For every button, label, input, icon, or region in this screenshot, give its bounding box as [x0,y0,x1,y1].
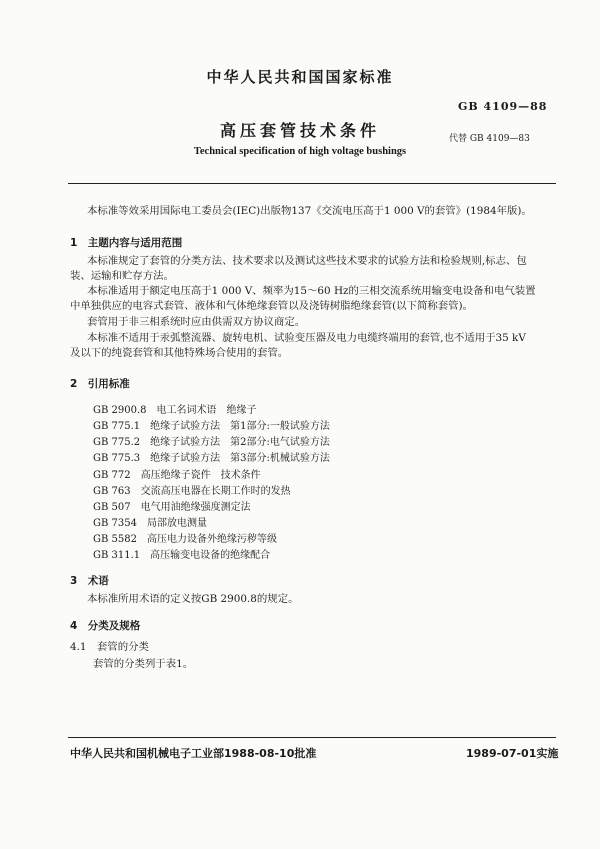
section-3-heading: 3 术语 [70,575,109,587]
approval-note: 中华人民共和国机械电子工业部1988-08-10批准 [70,747,317,760]
section-4-heading: 4 分类及规格 [70,620,141,632]
reference-item: GB 775.1 绝缘子试验方法 第1部分:一般试验方法 [93,421,330,432]
english-title: Technical specification of high voltage bushings [193,146,407,157]
reference-item: GB 775.2 绝缘子试验方法 第2部分:电气试验方法 [93,437,330,448]
section-1-p3: 套管用于非三相系统时应由供需双方协议商定。 [87,316,306,328]
section-4-1-heading: 4.1 套管的分类 [70,641,149,653]
reference-item: GB 2900.8 电工名词术语 绝缘子 [93,405,257,416]
document-title: 高压套管技术条件 [219,121,380,140]
section-3-text: 本标准所用术语的定义按GB 2900.8的规定。 [87,593,299,605]
section-2-heading: 2 引用标准 [70,378,130,390]
section-1-heading: 1 主题内容与适用范围 [70,237,183,249]
header-divider [68,183,556,184]
section-4-1-text: 套管的分类列于表1。 [93,658,194,670]
national-standard-label: 中华人民共和国国家标准 [206,68,394,86]
replaces-note: 代替 GB 4109—83 [449,134,530,144]
intro-paragraph: 本标准等效采用国际电工委员会(IEC)出版物137《交流电压高于1 000 V的套管》(1984年版)。 [87,205,532,217]
section-1-p2-line2: 中单独供应的电容式套管、液体和气体绝缘套管以及浇铸树脂绝缘套管(以下简称套管)。 [70,300,473,312]
reference-item: GB 5582 高压电力设备外绝缘污秽等级 [93,534,277,545]
implementation-date: 1989-07-01实施 [466,747,559,760]
reference-item: GB 775.3 绝缘子试验方法 第3部分:机械试验方法 [93,453,330,464]
reference-item: GB 311.1 高压输变电设备的绝缘配合 [93,550,271,561]
section-1-p1-line2: 装、运输和贮存方法。 [70,270,174,282]
footer-divider [68,737,556,738]
section-1-p4-line2: 及以下的纯瓷套管和其他特殊场合使用的套管。 [70,347,289,359]
reference-item: GB 507 电气用油绝缘强度测定法 [93,502,251,513]
section-1-p2-line1: 本标准适用于额定电压高于1 000 V、频率为15～60 Hz的三相交流系统用输变电设备和电气装置 [87,285,536,297]
reference-item: GB 763 交流高压电器在长期工作时的发热 [93,486,291,497]
reference-item: GB 772 高压绝缘子瓷件 技术条件 [93,470,261,481]
section-1-p4-line1: 本标准不适用于汞弧整流器、旋转电机、试验变压器及电力电缆终端用的套管,也不适用于35 kV [87,332,526,344]
reference-item: GB 7354 局部放电测量 [93,518,207,529]
section-1-p1-line1: 本标准规定了套管的分类方法、技术要求以及测试这些技术要求的试验方法和检验规则,标志、包 [87,255,527,267]
standard-code: GB 4109—88 [458,100,548,113]
